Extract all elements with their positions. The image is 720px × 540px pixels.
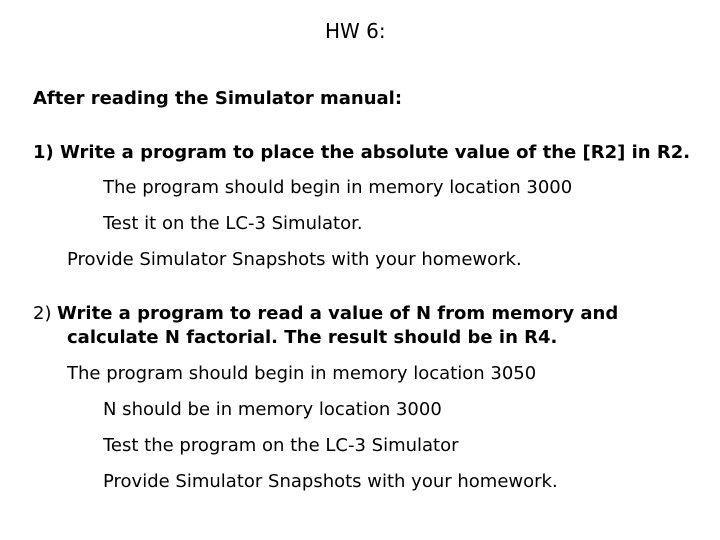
question-2-line: Provide Simulator Snapshots with your homework. — [103, 471, 558, 492]
question-1-line: Provide Simulator Snapshots with your homework. — [67, 249, 522, 270]
question-2-line: The program should begin in memory location 3050 — [67, 363, 537, 384]
question-2-heading-line2: calculate N factorial. The result should be in R4. — [67, 327, 558, 348]
slide-title: HW 6: — [325, 19, 386, 43]
intro-text: After reading the Simulator manual: — [33, 88, 403, 109]
question-2-number: 2) — [33, 303, 52, 324]
question-1-line: Test it on the LC-3 Simulator. — [103, 213, 363, 234]
question-1-heading: 1) Write a program to place the absolute value of the [R2] in R2. — [33, 142, 691, 163]
question-2-line: N should be in memory location 3000 — [103, 399, 442, 420]
question-1-line: The program should begin in memory location 3000 — [103, 177, 573, 198]
question-2-line: Test the program on the LC-3 Simulator — [103, 435, 459, 456]
question-2-heading-line1: Write a program to read a value of N from memory and — [57, 303, 619, 324]
